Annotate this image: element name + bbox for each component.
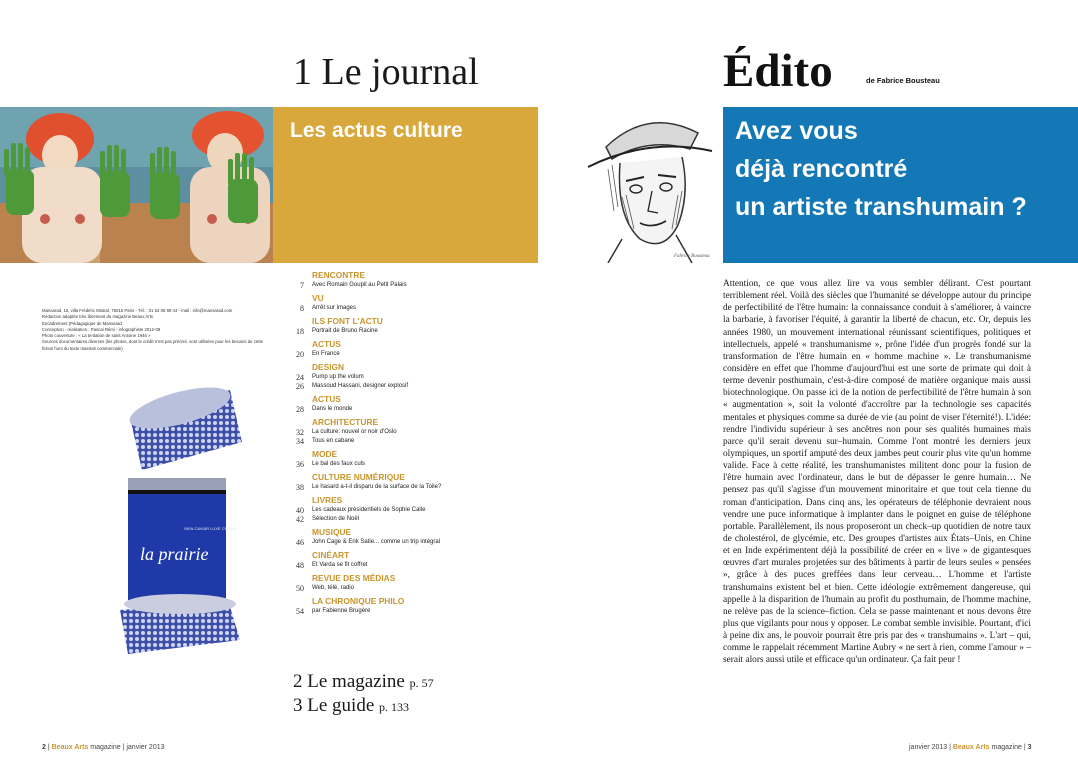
toc-entry [287, 362, 539, 391]
toc-item-page: 42 [296, 515, 304, 524]
toc-item-title: Sélection de Noël [312, 516, 360, 522]
toc-item-page: 24 [296, 373, 304, 382]
toc-category: REVUE DES MÉDIAS [312, 573, 396, 583]
credits-conception: Conception - réalisation : Pascal Rémi - infographiste 2012-09 [42, 326, 161, 332]
toc-item-title: Tous en cabane [312, 438, 355, 444]
toc-item-page: 7 [300, 281, 304, 290]
toc-entry [287, 394, 539, 414]
toc-item-title: La culture: nouvel or noir d'Oslo [312, 429, 397, 435]
edito-byline: de Fabrice Bousteau [866, 76, 940, 85]
toc-item[interactable] [287, 561, 539, 570]
toc-item-page: 40 [296, 506, 304, 515]
folio-right-date: janvier 2013 [909, 744, 948, 751]
headline-box [723, 107, 1078, 263]
headline-line-3: un artiste transhumain ? [735, 193, 1027, 221]
toc-item-title: Les cadeaux présidentiels de Sophie Calle [312, 507, 426, 513]
toc-magazine[interactable] [293, 671, 434, 693]
toc-item-page: 48 [296, 561, 304, 570]
toc-item-title: Dans le monde [312, 406, 353, 412]
toc-guide[interactable] [293, 695, 409, 717]
folio-right: janvier 2013 | Beaux Arts magazine | 3 [909, 744, 1032, 751]
credits-block [42, 308, 272, 352]
toc-item[interactable] [287, 460, 539, 469]
toc-item-page: 36 [296, 460, 304, 469]
toc-category: ILS FONT L'ACTU [312, 316, 383, 326]
actus-header-box [273, 107, 538, 263]
toc-entry [287, 495, 539, 524]
toc-entry [287, 449, 539, 469]
author-portrait-sketch [578, 107, 722, 263]
toc-item[interactable] [287, 515, 539, 524]
toc-entry [287, 316, 539, 336]
toc-item[interactable] [287, 483, 539, 492]
toc-item[interactable] [287, 437, 539, 446]
toc-item[interactable] [287, 584, 539, 593]
toc-item-page: 20 [296, 350, 304, 359]
toc-magazine-title: 2 Le magazine [293, 671, 405, 692]
toc-item[interactable] [287, 428, 539, 437]
toc-entry [287, 573, 539, 593]
toc-item-title: John Cage & Erik Satie... comme un trip intégral [312, 539, 441, 545]
toc-item-title: Arrêt sur images [312, 305, 357, 311]
toc-item-title: Massoud Hassani, designer explosif [312, 383, 409, 389]
credits-address: Mansarad, 16, villa Frédéric Mistral, 75015 Paris - Tél. : 01 53 08 89 44 - mail : info@mansarad.com [42, 308, 233, 313]
toc-item[interactable] [287, 538, 539, 547]
toc-item-page: 38 [296, 483, 304, 492]
toc-category: CULTURE NUMÉRIQUE [312, 472, 405, 482]
toc-category: ACTUS [312, 394, 341, 404]
toc-guide-page: p. 133 [379, 700, 410, 714]
toc-category: ARCHITECTURE [312, 417, 379, 427]
toc-category: LA CHRONIQUE PHILO [312, 596, 405, 606]
toc-item-title: Et Varda se fit coffret [312, 562, 368, 568]
actus-title: Les actus culture [290, 119, 463, 142]
toc-guide-title: 3 Le guide [293, 695, 375, 716]
toc-category: VU [312, 293, 324, 303]
toc-category: DESIGN [312, 362, 345, 372]
toc-item[interactable] [287, 350, 539, 359]
folio-left-date: janvier 2013 [126, 744, 165, 751]
folio-right-page: 3 [1027, 744, 1032, 751]
toc-entry [287, 293, 539, 313]
headline-line-2: déjà rencontré [735, 155, 908, 183]
toc-item-title: Le bal des faux culs [312, 461, 366, 467]
toc-item-title: par Fabienne Brugère [312, 608, 371, 614]
toc-item[interactable] [287, 373, 539, 382]
credits-sources: Sources documentaires diverses (les photos, dont le crédit n'est pas précisé, sont utilisées pour les besoins de cette fiction hors du texte mastrait commerciale) [42, 339, 264, 351]
folio-right-brand: Beaux Arts [952, 744, 990, 751]
toc-item-title: Pump up the volum [312, 374, 364, 380]
toc-entry [287, 270, 539, 290]
folio-left-brand: Beaux Arts [51, 744, 89, 751]
folio-left: 2 | Beaux Arts magazine | janvier 2013 [42, 744, 165, 751]
toc-category: LIVRES [312, 495, 343, 505]
credits-redaction: Rédaction adaptée très librement du magazine Beaux Arts [42, 314, 154, 320]
toc-entry [287, 550, 539, 570]
toc-entry [287, 596, 539, 616]
toc-item[interactable] [287, 304, 539, 313]
toc-category: ACTUS [312, 339, 341, 349]
credits-photo: Photo couverture : « La tentation de saint Antoine 1946 » [42, 333, 151, 339]
toc-item[interactable] [287, 327, 539, 336]
product-label: SKIN CAVIAR LUXE CREAM [184, 526, 237, 531]
table-of-contents [287, 270, 539, 619]
toc-item[interactable] [287, 281, 539, 290]
toc-magazine-page: p. 57 [409, 676, 434, 690]
toc-item[interactable] [287, 506, 539, 515]
toc-item-page: 8 [300, 304, 304, 313]
product-brand: la prairie [140, 544, 209, 564]
portrait-signature: Fabrice Bousteau [674, 254, 710, 259]
toc-item-title: Le hasard a-t-il disparu de la surface de la Toile? [312, 484, 442, 490]
toc-item-page: 26 [296, 382, 304, 391]
credits-encadrement: Encadrement (Pédagogique de Mansarad [42, 320, 122, 326]
folio-left-page: 2 [42, 744, 46, 751]
toc-item[interactable] [287, 382, 539, 391]
toc-item-title: Avec Romain Goupil au Petit Palais [312, 282, 407, 288]
toc-item-page: 54 [296, 607, 304, 616]
toc-item-title: Web, télé, radio [312, 585, 354, 591]
headline-line-1: Avez vous [735, 117, 858, 145]
toc-item[interactable] [287, 405, 539, 414]
toc-item-page: 18 [296, 327, 304, 336]
folio-left-magazine: magazine [90, 744, 121, 751]
toc-entry [287, 527, 539, 547]
toc-category: MODE [312, 449, 338, 459]
toc-item-page: 46 [296, 538, 304, 547]
edito-title: Édito [723, 45, 833, 97]
product-image [110, 378, 250, 658]
toc-item-title: En France [312, 351, 340, 357]
toc-entry [287, 472, 539, 492]
toc-category: MUSIQUE [312, 527, 352, 537]
folio-right-magazine: magazine [991, 744, 1022, 751]
toc-category: RENCONTRE [312, 270, 366, 280]
painting-image [0, 107, 273, 263]
toc-item-page: 32 [296, 428, 304, 437]
toc-item-page: 50 [296, 584, 304, 593]
toc-entry [287, 339, 539, 359]
toc-item-title: Portrait de Bruno Racine [312, 328, 378, 334]
toc-entry [287, 417, 539, 446]
edito-body: Attention, ce que vous allez lire va vous sembler délirant. C'est pourtant terriblement réel. Voilà des siècles que l'humanité se développe autour du principe de perfectibilité de l'être humain: la connaissance conduit à s'améliorer, à vaincre la barbarie, à favoriser l'équité, à garantir la liberté de chacun, etc. Or, depuis les années 1980, un mouvement international réunissant scientifiques, politiques et intellectuels, appelé « transhumanisme », prône l'idée d'un progrès fondé sur la transformation de l'être humain en « homme machine ». Le transhumanisme considère en effet que l'homme d'aujourd'hui est une sorte de primate qui doit à terme devenir posthumain, c'est-à-dire composé de matière organique mais aussi biotechnologique. On passe ici de la notion de perfectibilité de l'être humain à son « augmentation », soit la volonté d'accroître par la technologie ses capacités mentales et physiques comme sa durée de vie (au point de viser l'éternité!). L'idée: rendre l'individu supérieur à ses ancêtres non pour ses qualités humaines mais parce qu'il serait devenu sur–humain. Comme l'ont montré les derniers jeux olympiques, un sportif amputé des deux jambes peut courir plus vite qu'un homme valide. Face à cette réalité, les transhumanistes militent donc pour la fusion de l'être humain avec l'ordinateur, dans le but de dépasser le genre humain… Ne pensez pas qu'il s'agisse d'un mouvement minoritaire et que tout cela tienne du roman d'anticipation. Dans cinq ans, les opérateurs de téléphonie devraient nous vendre une puce informatique à implanter dans le poignet en guise de téléphone portable. Parallèlement, ils nous proposeront un check–up quotidien de notre taux de cholestérol, de glycémie, etc. Des groupes d'artistes aux États–Unis, en Chine et en Inde expérimentent déjà la possibilité de créer en « live » de gigantesques œuvres d'art murales projetées sur des bâtiments à partir de leurs seules « pensées », grâce à des puces greffées dans leur cerveau… L'homme et l'artiste transhumains existent bel et bien. Cette idéologie extrêmement dangereuse, qui appelle à la disparition de l'humain au profit du posthumain, de l'homme machine, ne relève pas de la science–fiction. Cela se passe maintenant et nous devons être plus que vigilants pour nous y opposer. Le combat semble invisible. Pourtant, d'ici à peine dix ans, le pouvoir pourrait être pris par des « transhumains ». L'art – qui, comme le rappelait récemment Martine Aubry « ne sert à rien, comme l'amour » – serait alors aussi utile et efficace qu'un ordinateur. Ça fait peur ! [723, 279, 1031, 666]
section-title: 1 Le journal [293, 51, 479, 93]
toc-item-page: 34 [296, 437, 304, 446]
toc-item[interactable] [287, 607, 539, 616]
toc-category: CINÉART [312, 550, 350, 560]
toc-item-page: 28 [296, 405, 304, 414]
